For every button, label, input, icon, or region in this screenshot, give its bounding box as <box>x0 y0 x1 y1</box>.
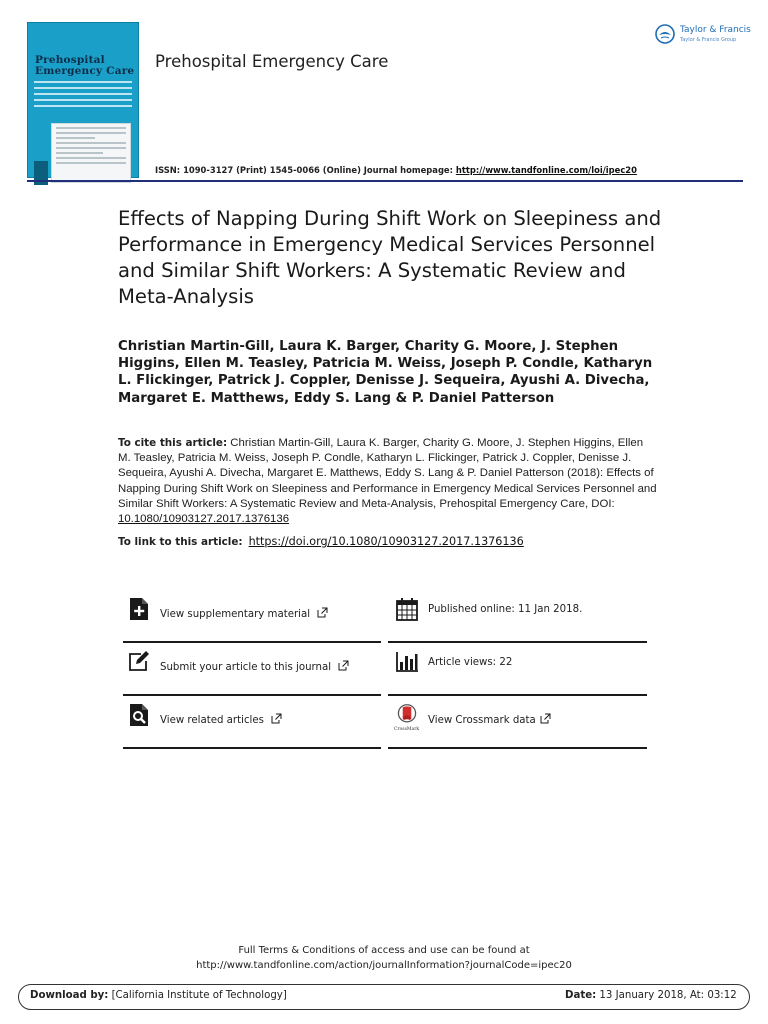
grid-rule <box>388 694 647 696</box>
header-rule <box>27 180 743 182</box>
external-link-icon <box>540 713 551 724</box>
terms-url: http://www.tandfonline.com/action/journalInformation?journalCode=ipec20 <box>196 960 572 971</box>
journal-homepage-link[interactable]: http://www.tandfonline.com/loi/ipec20 <box>455 165 637 175</box>
grid-rule <box>123 747 381 749</box>
supplementary-material-link[interactable]: View supplementary material <box>124 597 380 650</box>
terms-notice: Full Terms & Conditions of access and use can be found at http://www.tandfonline.com/action/journalInformation?journalCode=ipec20 <box>0 943 768 973</box>
citation-block <box>118 436 658 527</box>
submit-article-link[interactable]: Submit your article to this journal <box>124 650 380 703</box>
cite-text: Christian Martin-Gill, Laura K. Barger, Charity G. Moore, J. Stephen Higgins, Ellen M. Teasley, Patricia M. Weiss, Joseph P. Condle, Katharyn L. Flickinger, Patrick J. Coppler, Denisse J. Sequeira, Ayushi A. Divecha, Margaret E. Matthews, Eddy S. Lang & P. Daniel Patterson (2018): Effects of Napping During Shift Work on Sleepiness and Performance in Emergency Medical Services Personnel and Similar Shift Workers: A Systematic Review and Meta-Analysis, Prehospital Emergency Care, DOI: <box>118 437 657 510</box>
grid-rule <box>123 694 381 696</box>
related-articles-link[interactable]: View related articles <box>124 703 380 756</box>
crossmark-caption: CrossMark <box>394 727 420 732</box>
doi-link[interactable]: 10.1080/10903127.2017.1376136 <box>118 513 290 526</box>
file-plus-icon <box>127 597 151 621</box>
external-link-icon <box>317 607 328 618</box>
cite-label: To cite this article: <box>118 437 228 449</box>
crossmark-link[interactable]: CrossMark View Crossmark data <box>392 703 648 756</box>
journal-cover-image <box>27 22 139 178</box>
grid-rule <box>388 747 647 749</box>
link-label: To link to this article: <box>118 536 243 548</box>
grid-rule <box>123 641 381 643</box>
published-online-info: Published online: 11 Jan 2018. <box>392 597 648 650</box>
bar-chart-icon <box>395 650 419 674</box>
download-date: Date: 13 January 2018, At: 03:12 <box>565 990 737 1001</box>
issn-line: ISSN: 1090-3127 (Print) 1545-0066 (Online) Journal homepage: http://www.tandfonline.com/loi/ipec20 <box>155 165 637 175</box>
external-link-icon <box>338 660 349 671</box>
document-search-icon <box>127 703 151 727</box>
publisher-group: Taylor & Francis Group <box>680 37 737 43</box>
cover-title: Prehospital Emergency Care <box>35 54 135 77</box>
article-authors: Christian Martin-Gill, Laura K. Barger, Charity G. Moore, J. Stephen Higgins, Ellen M. Teasley, Patricia M. Weiss, Joseph P. Condle, Katharyn L. Flickinger, Patrick J. Coppler, Denisse J. Sequeira, Ayushi A. Divecha, Margaret E. Matthews, Eddy S. Lang & P. Daniel Patterson <box>118 339 653 406</box>
grid-rule <box>388 641 647 643</box>
calendar-icon <box>395 597 419 621</box>
edit-icon <box>127 650 151 674</box>
article-title: Effects of Napping During Shift Work on Sleepiness and Performance in Emergency Medical Services Personnel and Similar Shift Workers: A Systematic Review and Meta-Analysis <box>118 207 662 308</box>
article-link-line <box>118 535 524 548</box>
article-doi-url-link[interactable]: https://doi.org/10.1080/10903127.2017.1376136 <box>248 535 524 548</box>
download-by: Download by: [California Institute of Technology] <box>30 990 287 1001</box>
cover-contents-panel <box>51 123 131 183</box>
publisher-name: Taylor & Francis Taylor & Francis Group <box>680 25 751 43</box>
external-link-icon <box>271 713 282 724</box>
crossmark-icon <box>395 703 419 727</box>
journal-name: Prehospital Emergency Care <box>155 52 389 71</box>
article-views-info: Article views: 22 <box>392 650 648 703</box>
